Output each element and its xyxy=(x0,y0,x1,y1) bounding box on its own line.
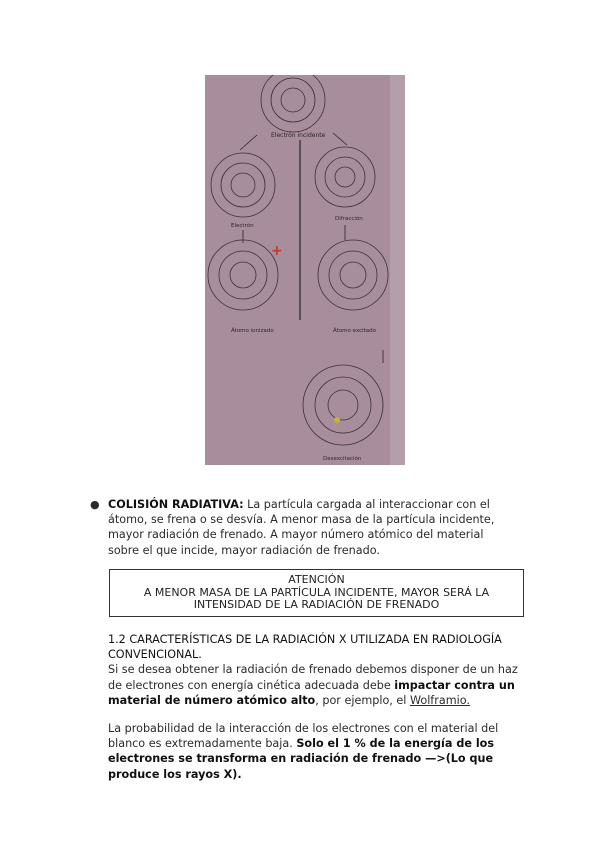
bullet-title: COLISIÓN RADIATIVA: xyxy=(108,498,244,511)
label-last: Desexcitación xyxy=(323,456,362,462)
p1-text-a: Si se desea obtener la radiación de frenado debemos disponer de un haz de electrones con energía cinética adecuada debe xyxy=(108,663,518,692)
attention-box xyxy=(109,569,524,617)
p1-text-c: , por ejemplo, el xyxy=(315,693,410,707)
label-left-mid: Electrón xyxy=(231,223,254,229)
plus-sign: + xyxy=(271,243,283,259)
section-1-2 xyxy=(108,632,528,782)
bullet-text xyxy=(108,497,510,558)
bullet-body: La partícula cargada al interaccionar con el átomo, se frena o se desvía. A menor masa de la partícula incidente, mayor radiación de frenado. A mayor número atómico del material sobre el que incide, mayor radiación de frenado. xyxy=(108,498,495,557)
section-heading: 1.2 CARACTERÍSTICAS DE LA RADIACIÓN X UTILIZADA EN RADIOLOGÍA CONVENCIONAL. xyxy=(108,633,502,662)
p2-bold: Solo el 1 % de la energía de los electrones se transforma en radiación de frenado —>(Lo que produce los rayos X). xyxy=(108,737,495,781)
page-edge xyxy=(390,75,405,465)
atom-interaction-photo xyxy=(205,75,405,465)
p1-wolframio: Wolframio. xyxy=(409,693,470,707)
section-paragraph-1 xyxy=(108,662,528,708)
label-left-bottom: Átomo ionizado xyxy=(231,328,274,334)
p1-bold: impactar contra un material de número atómico alto xyxy=(108,678,515,707)
attention-line2: INTENSIDAD DE LA RADIACIÓN DE FRENADO xyxy=(193,598,440,612)
bullet-colision-radiativa xyxy=(90,497,510,558)
label-right-bottom: Átomo excitado xyxy=(333,328,377,334)
attention-line1: A MENOR MASA DE LA PARTÍCULA INCIDENTE, MAYOR SERÁ LA xyxy=(143,585,490,599)
label-right-mid: Difracción xyxy=(335,216,363,222)
p2-text-a: La probabilidad de la interacción de los electrones con el material del blanco es extremadamente baja. xyxy=(108,722,499,751)
section-paragraph-2 xyxy=(108,721,528,782)
label-top: Electrón incidente xyxy=(271,132,326,139)
bullet-dot: ● xyxy=(90,498,100,511)
attention-title: ATENCIÓN xyxy=(288,573,345,586)
photon-dot xyxy=(334,417,340,423)
